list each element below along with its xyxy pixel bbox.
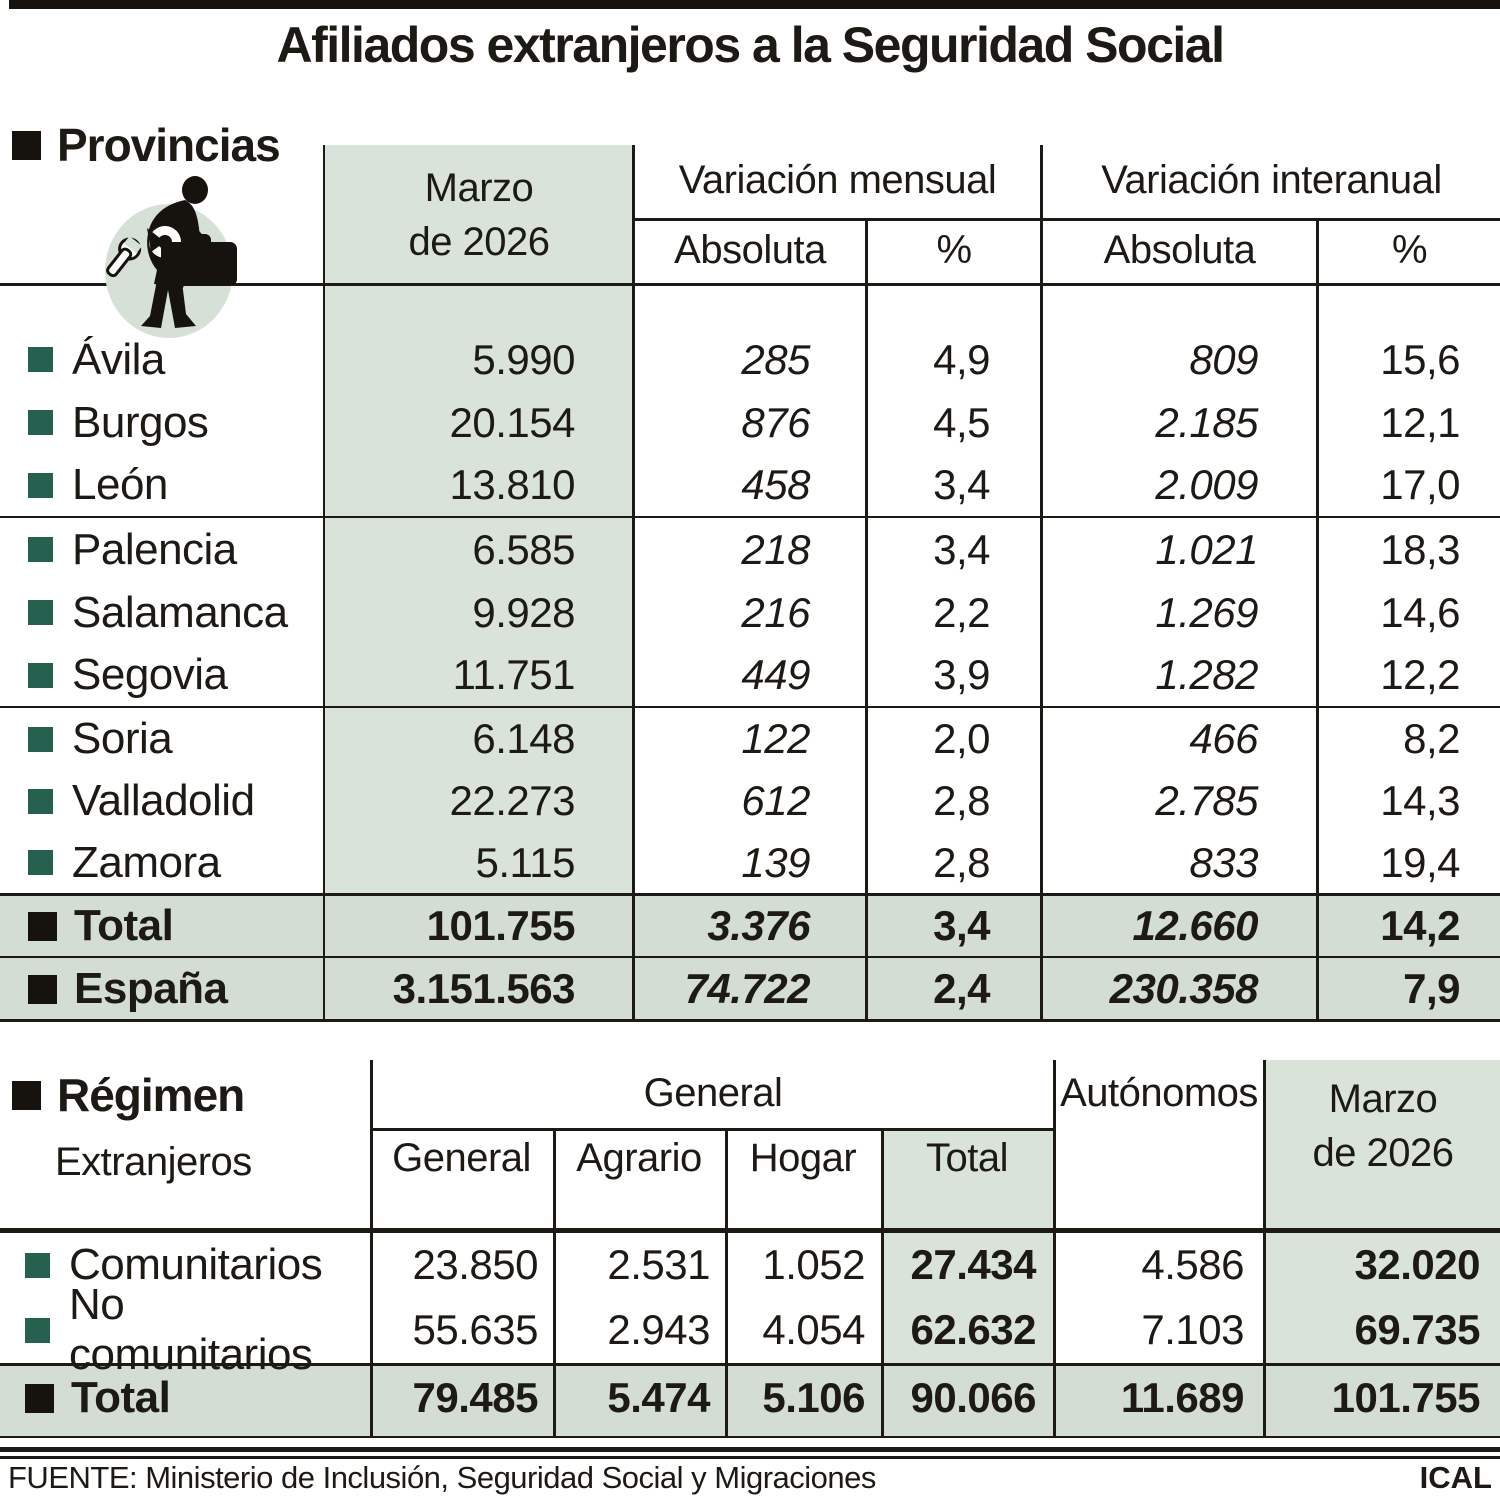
cell-hogar: 5.106 — [762, 1374, 865, 1421]
row-bullet-icon — [28, 850, 53, 875]
cell-yearly-pct: 12,1 — [1380, 398, 1460, 446]
cell-province: Segovia — [28, 644, 328, 706]
header-yearly-variation: Variación interanual — [1101, 157, 1442, 202]
header-general-group: General — [643, 1070, 783, 1115]
cell-monthly-abs: 285 — [741, 335, 810, 383]
cell-monthly-abs: 218 — [741, 525, 810, 573]
divider — [0, 1447, 1500, 1452]
agency-credit: ICAL — [1419, 1460, 1492, 1495]
header-total: Total — [926, 1135, 1008, 1180]
header-yearly-percent: % — [1391, 227, 1428, 272]
cell-monthly-pct: 2,4 — [933, 965, 990, 1012]
section-provincias-label: Provincias — [57, 119, 280, 171]
cell-month-value: 22.273 — [449, 777, 575, 824]
cell-month-value: 6.148 — [472, 715, 575, 762]
table-row-total — [0, 1366, 1500, 1430]
cell-month-value: 9.928 — [472, 588, 575, 636]
cell-month-value: 3.151.563 — [392, 965, 575, 1012]
table-row — [0, 391, 1500, 454]
table-row — [0, 770, 1500, 832]
cell-yearly-pct: 8,2 — [1403, 715, 1460, 762]
table-row — [0, 832, 1500, 893]
cell-monthly-pct: 3,4 — [933, 461, 990, 508]
cell-yearly-pct: 14,3 — [1380, 777, 1460, 824]
cell-month-value: 20.154 — [449, 398, 575, 446]
cell-yearly-pct: 18,3 — [1380, 525, 1460, 573]
cell-monthly-abs: 612 — [741, 777, 810, 824]
header-agrario: Agrario — [576, 1135, 702, 1180]
cell-month-value: 13.810 — [449, 461, 575, 508]
cell-monthly-abs: 74.722 — [684, 965, 810, 1012]
table-row — [0, 518, 1500, 581]
header-month: Marzo de 2026 — [1312, 1077, 1454, 1175]
header-yearly-absolute: Absoluta — [1103, 227, 1256, 272]
row-bullet-icon — [28, 727, 53, 752]
row-bullet-icon — [28, 975, 57, 1004]
section-provincias — [12, 118, 280, 172]
cell-monthly-abs: 449 — [741, 651, 810, 698]
regimen-group-label: Extranjeros — [55, 1140, 252, 1184]
cell-monthly-pct: 3,4 — [933, 902, 990, 949]
cell-yearly-pct: 14,2 — [1380, 902, 1460, 949]
cell-agrario: 5.474 — [607, 1374, 710, 1421]
cell-agrario: 2.531 — [607, 1241, 710, 1288]
row-bullet-icon — [25, 1253, 50, 1278]
cell-monthly-abs: 3.376 — [707, 902, 810, 949]
divider — [0, 956, 1500, 958]
cell-month-value: 6.585 — [472, 525, 575, 573]
cell-yearly-pct: 14,6 — [1380, 588, 1460, 636]
cell-yearly-abs: 466 — [1189, 715, 1258, 762]
header-hogar: Hogar — [749, 1135, 857, 1180]
cell-autonomos: 4.586 — [1141, 1241, 1244, 1288]
cell-total-label: Total — [28, 896, 328, 956]
cell-province: León — [28, 454, 328, 516]
cell-province: Burgos — [28, 391, 328, 454]
cell-monthly-pct: 4,9 — [933, 335, 990, 383]
cell-total: 62.632 — [910, 1306, 1036, 1353]
divider — [0, 1456, 1500, 1459]
section-bullet-icon — [12, 131, 41, 160]
source-credit: FUENTE: Ministerio de Inclusión, Seguridad Social y Migraciones — [8, 1460, 876, 1495]
cell-month-value: 5.115 — [475, 838, 575, 886]
cell-yearly-abs: 2.785 — [1155, 777, 1258, 824]
cell-province: Salamanca — [28, 581, 328, 644]
row-bullet-icon — [25, 1318, 50, 1343]
divider — [0, 1019, 1500, 1022]
cell-autonomos: 11.689 — [1120, 1374, 1244, 1421]
section-regimen — [12, 1068, 244, 1122]
header-monthly-percent: % — [936, 227, 972, 272]
row-bullet-icon — [28, 473, 53, 498]
cell-yearly-pct: 17,0 — [1380, 461, 1460, 508]
header-autonomos: Autónomos — [1060, 1070, 1258, 1115]
row-bullet-icon — [28, 663, 53, 688]
table-row — [0, 708, 1500, 770]
table-row-total — [0, 896, 1500, 956]
worker-toolbox-icon — [95, 150, 245, 350]
cell-yearly-pct: 12,2 — [1380, 651, 1460, 698]
cell-province: Palencia — [28, 518, 328, 581]
cell-espana-label: España — [28, 959, 328, 1019]
cell-hogar: 4.054 — [762, 1306, 865, 1353]
cell-total: 90.066 — [910, 1374, 1036, 1421]
section-bullet-icon — [12, 1081, 41, 1110]
cell-monthly-pct: 3,4 — [933, 525, 990, 573]
cell-yearly-abs: 809 — [1189, 335, 1258, 383]
cell-total-label: Total — [25, 1366, 370, 1430]
header-month: Marzo de 2026 — [408, 166, 550, 264]
cell-monthly-abs: 458 — [741, 461, 810, 508]
cell-general: 55.635 — [412, 1306, 538, 1353]
row-bullet-icon — [28, 347, 53, 372]
cell-province: Valladolid — [28, 770, 328, 832]
divider — [0, 1436, 1500, 1438]
cell-monthly-abs: 139 — [741, 838, 810, 886]
section-regimen-label: Régimen — [57, 1069, 245, 1121]
cell-monthly-abs: 122 — [741, 715, 810, 762]
page-title: Afiliados extranjeros a la Seguridad Social — [276, 17, 1224, 73]
cell-group: No comunitarios — [25, 1298, 370, 1362]
row-bullet-icon — [25, 1384, 54, 1413]
row-bullet-icon — [28, 912, 57, 941]
cell-month-value: 11.751 — [452, 651, 575, 698]
cell-total: 27.434 — [910, 1241, 1036, 1288]
table-row — [0, 644, 1500, 706]
row-bullet-icon — [28, 410, 53, 435]
table-row — [0, 328, 1500, 391]
cell-yearly-abs: 833 — [1189, 838, 1258, 886]
cell-yearly-abs: 1.269 — [1155, 588, 1258, 636]
cell-monthly-pct: 2,0 — [933, 715, 990, 762]
cell-agrario: 2.943 — [607, 1306, 710, 1353]
table-row — [0, 1280, 1500, 1379]
cell-province: Zamora — [28, 832, 328, 893]
cell-yearly-abs: 12.660 — [1132, 902, 1258, 949]
cell-general: 23.850 — [412, 1241, 538, 1288]
cell-province: Soria — [28, 708, 328, 770]
table-row-espana — [0, 959, 1500, 1019]
cell-month-value: 101.755 — [426, 902, 575, 949]
cell-monthly-pct: 2,2 — [933, 588, 990, 636]
cell-hogar: 1.052 — [762, 1241, 865, 1288]
cell-group: Comunitarios — [25, 1232, 370, 1298]
cell-yearly-abs: 1.282 — [1155, 651, 1258, 698]
cell-month-value: 32.020 — [1354, 1241, 1480, 1288]
cell-yearly-pct: 19,4 — [1380, 838, 1460, 886]
header-monthly-variation: Variación mensual — [678, 157, 997, 202]
row-bullet-icon — [28, 537, 53, 562]
cell-month-value: 5.990 — [472, 335, 575, 383]
cell-monthly-abs: 216 — [741, 588, 810, 636]
cell-yearly-abs: 1.021 — [1155, 525, 1258, 573]
row-bullet-icon — [28, 600, 53, 625]
row-bullet-icon — [28, 789, 53, 814]
cell-yearly-abs: 2.009 — [1155, 461, 1258, 508]
cell-autonomos: 7.103 — [1141, 1306, 1244, 1353]
cell-general: 79.485 — [412, 1374, 538, 1421]
cell-monthly-abs: 876 — [741, 398, 810, 446]
table-row — [0, 454, 1500, 516]
cell-yearly-abs: 230.358 — [1109, 965, 1258, 1012]
cell-monthly-pct: 4,5 — [933, 398, 990, 446]
cell-yearly-abs: 2.185 — [1155, 398, 1258, 446]
header-monthly-absolute: Absoluta — [674, 227, 826, 272]
cell-monthly-pct: 2,8 — [933, 838, 990, 886]
cell-yearly-pct: 15,6 — [1380, 335, 1460, 383]
cell-monthly-pct: 2,8 — [933, 777, 990, 824]
cell-yearly-pct: 7,9 — [1403, 965, 1460, 1012]
table-row — [0, 581, 1500, 644]
top-rule — [9, 0, 1500, 9]
cell-monthly-pct: 3,9 — [933, 651, 990, 698]
cell-month-value: 69.735 — [1354, 1306, 1480, 1353]
cell-month-value: 101.755 — [1331, 1374, 1480, 1421]
cell-province: Ávila — [28, 328, 328, 391]
header-general: General — [392, 1135, 531, 1180]
